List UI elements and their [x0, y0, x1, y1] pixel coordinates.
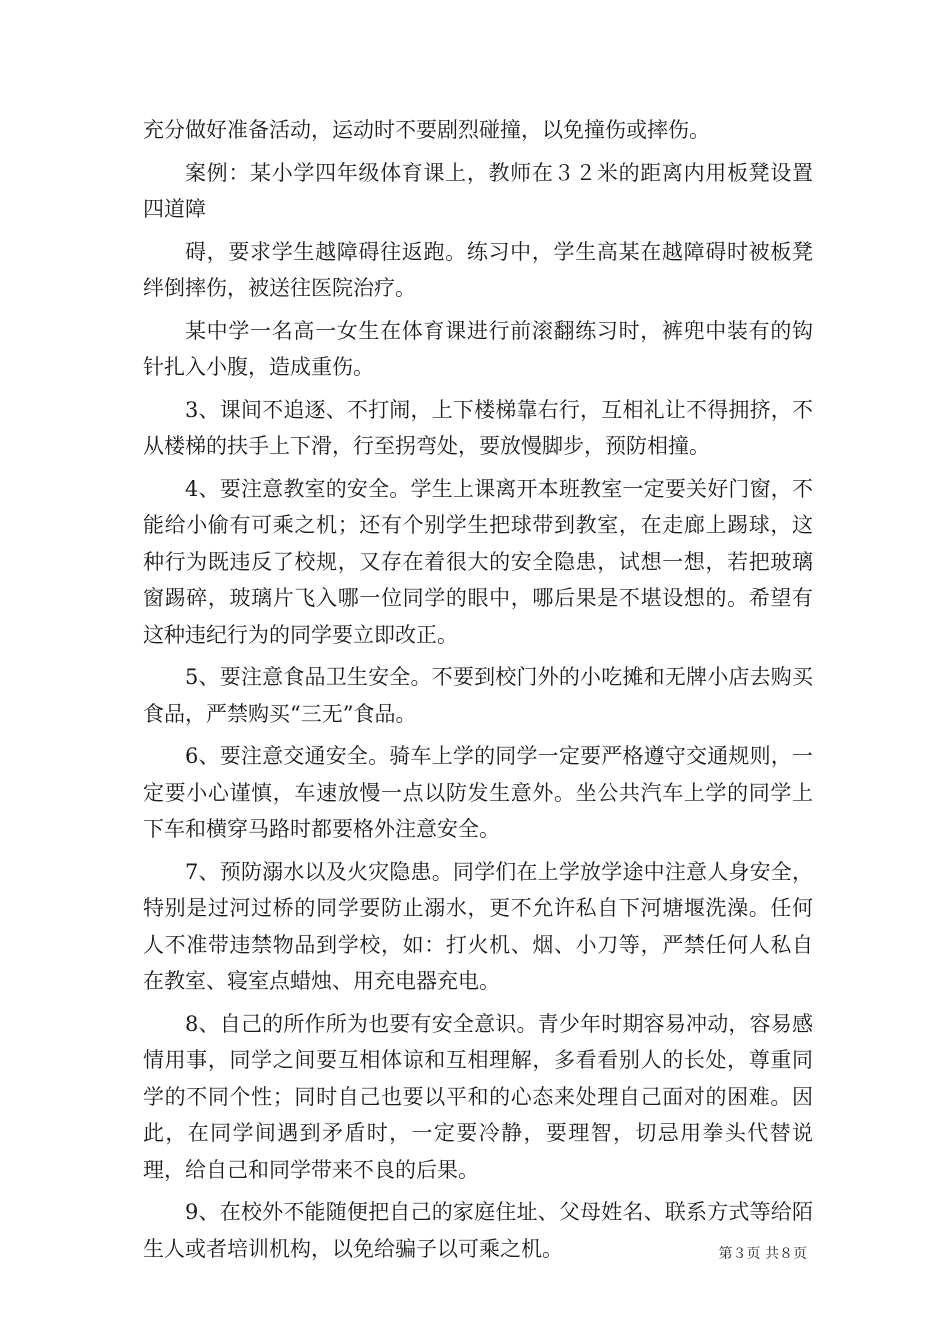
paragraph-item-5: 5、要注意食品卫生安全。不要到校门外的小吃摊和无牌小店去购买食品，严禁购买“三无”食品。 [143, 665, 813, 726]
paragraph-item-7: 7、预防溺水以及火灾隐患。同学们在上学放学途中注意人身安全，特别是过河过桥的同学要防止溺水，更不允许私自下河塘堰洗澡。任何人不准带违禁物品到学校，如：打火机、烟、小刀等，严禁任何人私自在教室、寝室点蜡烛、用充电器充电。 [143, 859, 813, 993]
paragraph-item-4: 4、要注意教室的安全。学生上课离开本班教室一定要关好门窗，不能给小偷有可乘之机；还有个别学生把球带到教室，在走廊上踢球，这种行为既违反了校规，又存在着很大的安全隐患，试想一想，若把玻璃窗踢碎，玻璃片飞入哪一位同学的眼中，哪后果是不堪设想的。希望有这种违纪行为的同学要立即改正。 [143, 476, 813, 647]
paragraph-1: 充分做好准备活动，运动时不要剧烈碰撞，以免撞伤或摔伤。 [143, 118, 710, 142]
paragraph-item-8: 8、自己的所作所为也要有安全意识。青少年时期容易冲动，容易感情用事，同学之间要互相体谅和互相理解，多看看别人的长处，尊重同学的不同个性；同时自己也要以平和的心态来处理自己面对的困难。因此，在同学间遇到矛盾时，一定要冷静，要理智，切忌用拳头代替说理，给自己和同学带来不良的后果。 [143, 1011, 813, 1182]
paragraph-item-9: 9、在校外不能随便把自己的家庭住址、父母姓名、联系方式等给陌生人或者培训机构，以免给骗子以可乘之机。 [143, 1200, 813, 1261]
paragraph-case-2: 某中学一名高一女生在体育课进行前滚翻练习时，裤兜中装有的钩针扎入小腹，造成重伤。 [143, 318, 813, 379]
paragraph-item-3: 3、课间不追逐、不打闹，上下楼梯靠右行，互相礼让不得拥挤，不从楼梯的扶手上下滑，行至拐弯处，要放慢脚步，预防相撞。 [143, 397, 813, 458]
page-number-footer: 第３页 共８页 [718, 1246, 807, 1262]
paragraph-case-intro: 案例：某小学四年级体育课上，教师在３２米的距离内用板凳设置四道障 [143, 160, 813, 221]
paragraph-item-6: 6、要注意交通安全。骑车上学的同学一定要严格遵守交通规则，一定要小心谨慎，车速放慢一点以防发生意外。坐公共汽车上学的同学上下车和横穿马路时都要格外注意安全。 [143, 744, 813, 841]
document-body [143, 112, 813, 1273]
paragraph-case-continued: 碍，要求学生越障碍往返跑。练习中，学生高某在越障碍时被板凳绊倒摔伤，被送往医院治疗。 [143, 239, 813, 300]
